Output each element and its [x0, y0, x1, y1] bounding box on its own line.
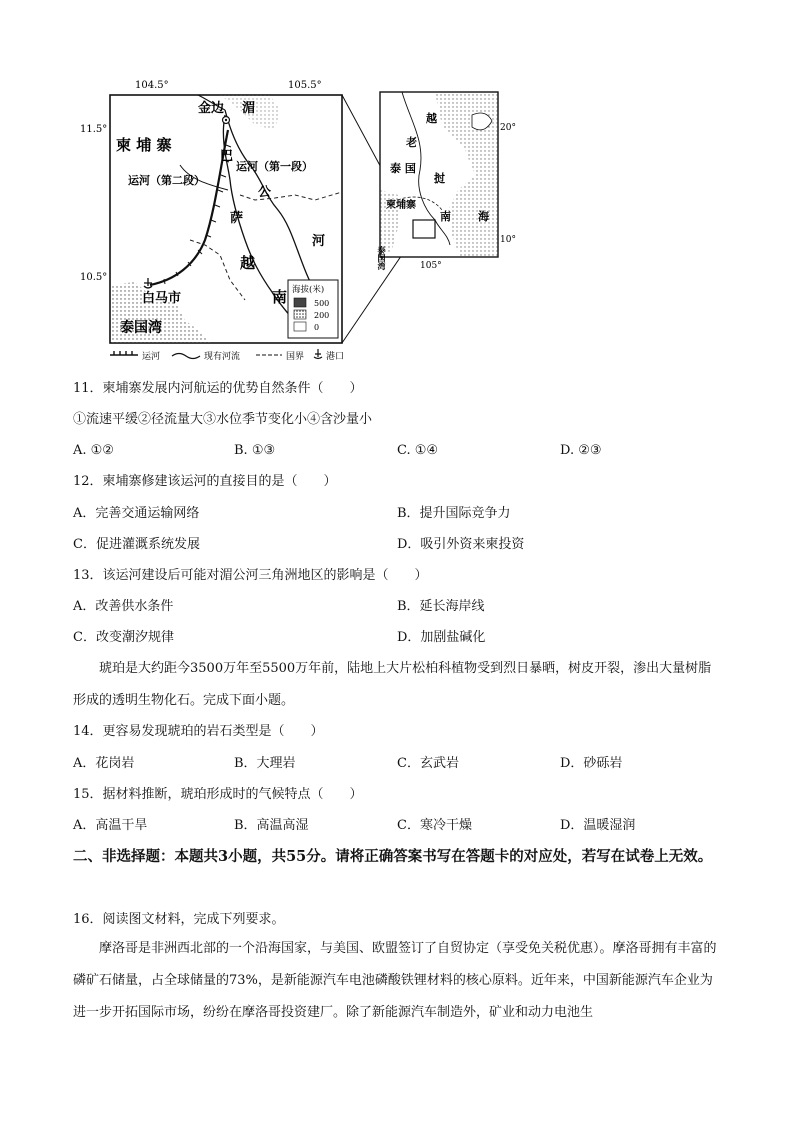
- q15-option-d[interactable]: D．温暖湿润: [560, 818, 636, 833]
- q16-material: 摩洛哥是非洲西北部的一个沿海国家，与美国、欧盟签订了自贸协定（享受免关税优惠）。摩洛哥拥有丰富的磷矿石储量，占全球储量的73%，是新能源汽车电池磷酸铁锂材料的核心原料。近年来，中国新能源汽车企业为进一步开拓国际市场，纷纷在摩洛哥投资建厂。除了新能源汽车制造外，矿业和动力电池生: [73, 941, 717, 1020]
- inset-south: 南: [440, 210, 451, 223]
- elevation-legend: [288, 280, 338, 338]
- legend-canal: 运河: [142, 352, 161, 362]
- inset-map: [377, 92, 516, 271]
- cambodia-label: 柬 埔 寨: [116, 136, 172, 154]
- legend-port: 港口: [326, 352, 345, 362]
- amber-intro-paragraph: 琥珀是大约距今3500万年至5500万年前，陆地上大片松柏科植物受到烈日暴晒，树皮开裂，渗出大量树脂形成的透明生物化石。完成下面小题。: [73, 661, 712, 708]
- lon-right-label: 105.5°: [288, 80, 322, 91]
- kampot-label: 白马市: [142, 291, 182, 306]
- q15-option-c[interactable]: C．寒冷干燥: [397, 818, 472, 833]
- q11-option-c[interactable]: C. ①④: [397, 443, 439, 458]
- q14-option-d[interactable]: D．砂砾岩: [560, 756, 623, 771]
- q12-option-b[interactable]: B．提升国际竞争力: [397, 506, 511, 521]
- q13-option-c[interactable]: C．改变潮汐规律: [73, 630, 174, 645]
- q12-option-d[interactable]: D．吸引外资来柬投资: [397, 537, 525, 552]
- q13-option-a[interactable]: A．改善供水条件: [73, 599, 174, 614]
- inset-lat-20: 20°: [500, 123, 516, 133]
- inset-sea: 海: [478, 210, 489, 223]
- mekong-char-3: 河: [312, 234, 326, 249]
- q14-option-b[interactable]: B．大理岩: [234, 756, 296, 771]
- q13-option-d[interactable]: D．加剧盐碱化: [397, 630, 486, 645]
- inset-laos-2: 挝: [434, 172, 445, 185]
- legend-border: 国界: [286, 352, 305, 362]
- legend-river: 现有河流: [204, 352, 241, 362]
- inset-vietnam-1: 越: [426, 112, 437, 125]
- bottom-legend: [110, 349, 344, 362]
- lon-left-label: 104.5°: [135, 80, 169, 91]
- lat-top-label: 11.5°: [80, 124, 108, 135]
- q11-option-d[interactable]: D. ②③: [560, 443, 602, 458]
- q13-option-b[interactable]: B．延长海岸线: [397, 599, 485, 614]
- inset-gulf: 泰国湾: [377, 246, 387, 270]
- legend-200: 200: [314, 311, 330, 320]
- q11-stem: 11．柬埔寨发展内河航运的优势自然条件（ ）: [73, 381, 363, 396]
- mekong-char-2: 公: [258, 185, 272, 200]
- q11-option-a[interactable]: A. ①②: [73, 443, 114, 458]
- q11-options-line: ①流速平缓②径流量大③水位季节变化小④含沙量小: [73, 412, 373, 427]
- q12-option-a[interactable]: A．完善交通运输网络: [73, 506, 200, 521]
- q15-option-a[interactable]: A．高温干旱: [73, 818, 148, 833]
- vietnam-char-1: 越: [240, 254, 256, 272]
- canal-stage2-label: 运河（第二段）: [128, 174, 205, 187]
- q14-option-a[interactable]: A．花岗岩: [73, 756, 135, 771]
- q11-option-b[interactable]: B. ①③: [234, 443, 276, 458]
- q16-stem: 16．阅读图文材料，完成下列要求。: [73, 912, 285, 927]
- legend-500: 500: [314, 299, 330, 308]
- q15-option-b[interactable]: B．高温高湿: [234, 818, 309, 833]
- canal-map-figure: [80, 70, 520, 365]
- inset-lon-105: 105°: [420, 261, 442, 271]
- q15-stem: 15．据材料推断，琥珀形成时的气候特点（ ）: [73, 787, 363, 802]
- inset-thailand: 泰 国: [390, 162, 416, 175]
- q14-stem: 14．更容易发现琥珀的岩石类型是（ ）: [73, 724, 324, 739]
- bassac-char-2: 萨: [230, 211, 244, 226]
- legend-title: 海拔(米): [292, 285, 325, 295]
- legend-0: 0: [314, 323, 320, 332]
- gulf-label: 泰国湾: [120, 320, 162, 336]
- inset-lat-10: 10°: [500, 235, 516, 245]
- inset-laos: 老: [406, 136, 417, 149]
- lat-bottom-label: 10.5°: [80, 272, 108, 283]
- q13-stem: 13．该运河建设后可能对湄公河三角洲地区的影响是（ ）: [73, 568, 428, 583]
- q14-option-c[interactable]: C．玄武岩: [397, 756, 459, 771]
- bassac-char-1: 巴: [220, 149, 234, 164]
- q12-option-c[interactable]: C．促进灌溉系统发展: [73, 537, 200, 552]
- inset-cambodia: 柬埔寨: [386, 200, 416, 211]
- section2-heading: 二、非选择题：本题共3小题，共55分。请将正确答案书写在答题卡的对应处，若写在试卷上无效。: [73, 848, 713, 865]
- q12-stem: 12．柬埔寨修建该运河的直接目的是（ ）: [73, 474, 337, 489]
- canal-stage1-label: 运河（第一段）: [236, 160, 313, 173]
- vietnam-char-2: 南: [272, 288, 288, 306]
- mekong-char-1: 湄: [242, 101, 256, 116]
- phnom-penh-label: 金边: [198, 101, 225, 116]
